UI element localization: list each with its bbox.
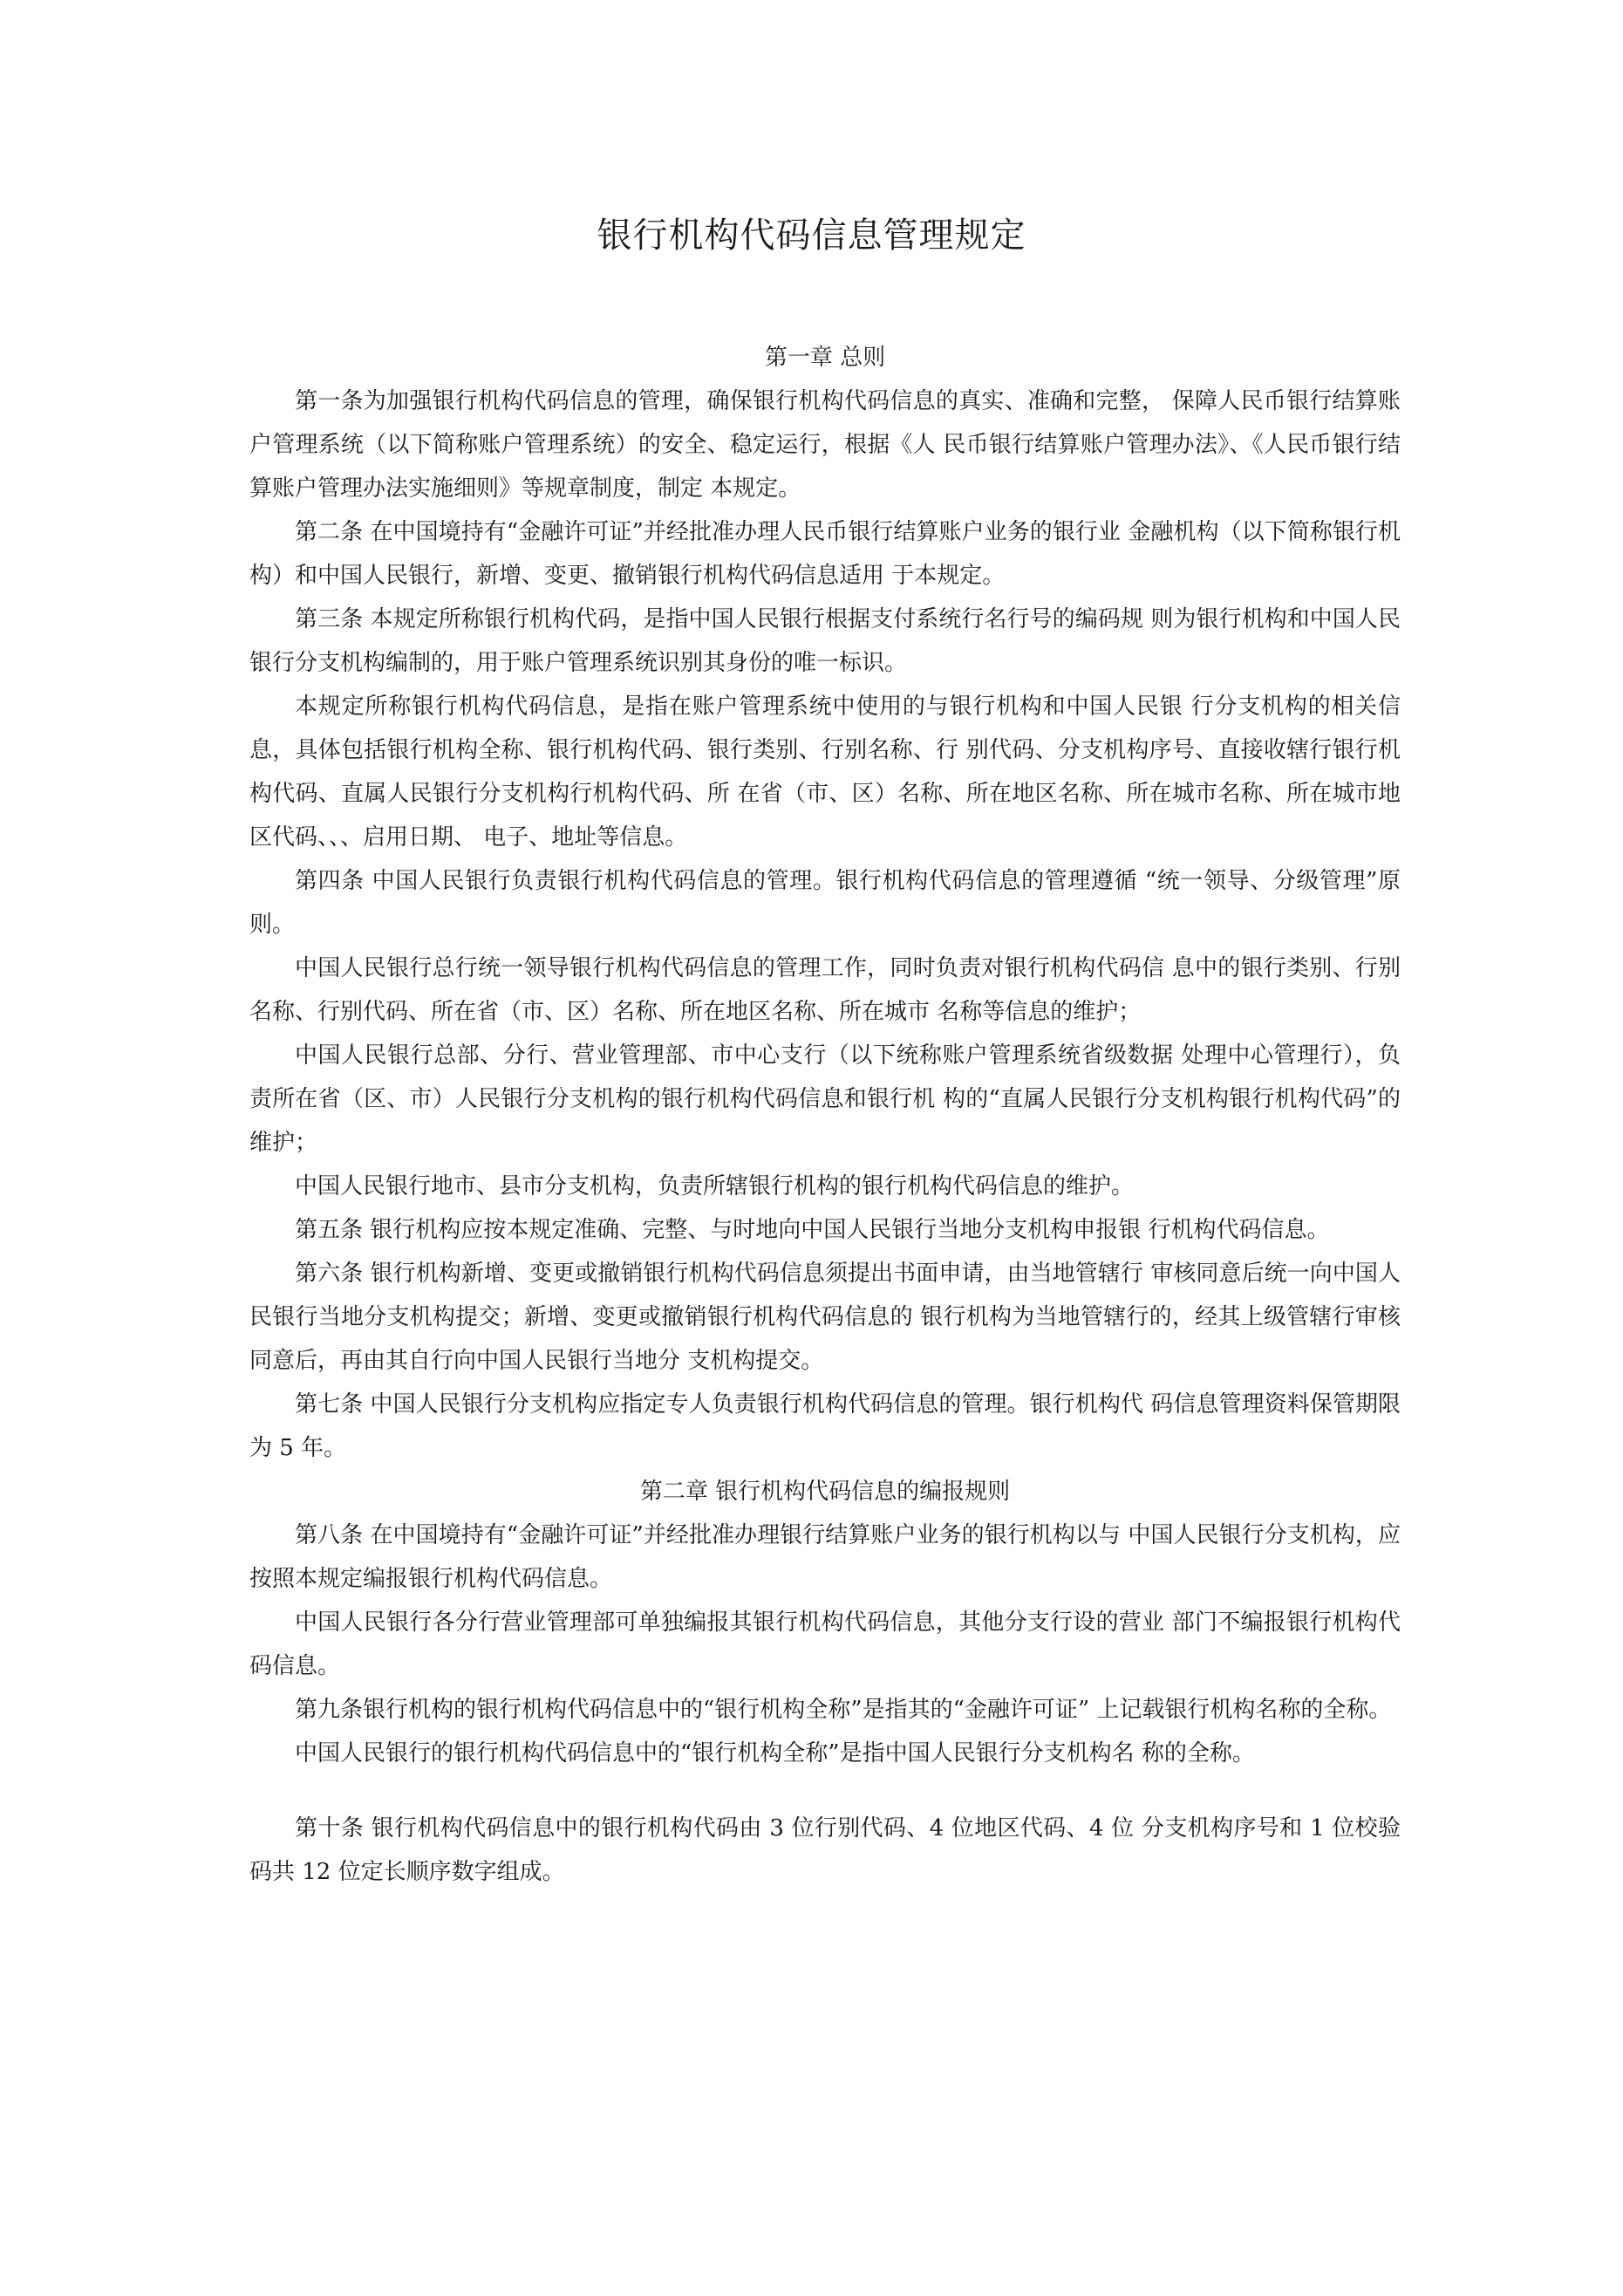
paragraph: 第六条 银行机构新增、变更或撤销银行机构代码信息须提出书面申请，由当地管辖行 审核同意后统一向中国人民银行当地分支机构提交；新增、变更或撤销银行机构代码信息的 银行机构为当地管辖行的，经其上级管辖行审核同意后，再由其自行向中国人民银行当地分 支机构提交。 [249,1261,1401,1374]
document-body [249,336,1401,1894]
paragraph: 第一条为加强银行机构代码信息的管理，确保银行机构代码信息的真实、准确和完整， 保障人民币银行结算账户管理系统（以下简称账户管理系统）的安全、稳定运行，根据《人 民币银行结算账户管理办法》、《人民币银行结算账户管理办法实施细则》等规章制度，制定 本规定。 [249,388,1401,502]
paragraph: 第三条 本规定所称银行机构代码，是指中国人民银行根据支付系统行名行号的编码规 则为银行机构和中国人民银行分支机构编制的，用于账户管理系统识别其身份的唯一标识。 [249,606,1401,676]
paragraph: 第五条 银行机构应按本规定准确、完整、与时地向中国人民银行当地分支机构申报银 行机构代码信息。 [295,1217,1330,1243]
paragraph: 中国人民银行总行统一领导银行机构代码信息的管理工作，同时负责对银行机构代码信 息中的银行类别、行别名称、行别代码、所在省（市、区）名称、所在地区名称、所在城市 名称等信息的维护； [249,955,1401,1025]
document-title: 银行机构代码信息管理规定 [597,215,1026,256]
chapter-heading: 第二章 银行机构代码信息的编报规则 [639,1479,1011,1505]
paragraph: 中国人民银行的银行机构代码信息中的“银行机构全称”是指中国人民银行分支机构名 称的全称。 [295,1740,1255,1766]
paragraph: 第二条 在中国境持有“金融许可证”并经批准办理人民币银行结算账户业务的银行业 金融机构（以下简称银行机构）和中国人民银行，新增、变更、撤销银行机构代码信息适用 于本规定。 [249,519,1401,589]
paragraph: 中国人民银行各分行营业管理部可单独编报其银行机构代码信息，其他分支行设的营业 部门不编报银行机构代码信息。 [249,1609,1401,1679]
paragraph: 中国人民银行地市、县市分支机构，负责所辖银行机构的银行机构代码信息的维护。 [295,1173,1135,1199]
paragraph: 第十条 银行机构代码信息中的银行机构代码由 3 位行别代码、4 位地区代码、4 位 分支机构序号和 1 位校验码共 12 位定长顺序数字组成。 [249,1815,1401,1885]
paragraph: 中国人民银行总部、分行、营业管理部、市中心支行（以下统称账户管理系统省级数据 处理中心管理行），负责所在省（区、市）人民银行分支机构的银行机构代码信息和银行机 构的“直属人民银行分支机构银行机构代码”的维护； [249,1042,1401,1156]
chapter-heading: 第一章 总则 [764,345,886,371]
paragraph: 第七条 中国人民银行分支机构应指定专人负责银行机构代码信息的管理。银行机构代 码信息管理资料保管期限为 5 年。 [249,1391,1401,1461]
paragraph: 第九条银行机构的银行机构代码信息中的“银行机构全称”是指其的“金融许可证” 上记载银行机构名称的全称。 [295,1697,1392,1723]
paragraph: 本规定所称银行机构代码信息，是指在账户管理系统中使用的与银行机构和中国人民银 行分支机构的相关信息，具体包括银行机构全称、银行机构代码、银行类别、行别名称、行 别代码、分支机构序号、直接收辖行银行机构代码、直属人民银行分支机构行机构代码、所 在省（市、区）名称、所在地区名称、所在城市名称、所在城市地区代码、、、启用日期、 电子、地址等信息。 [249,694,1401,851]
paragraph: 第四条 中国人民银行负责银行机构代码信息的管理。银行机构代码信息的管理遵循 “统一领导、分级管理”原则。 [249,868,1401,938]
paragraph: 第八条 在中国境持有“金融许可证”并经批准办理银行结算账户业务的银行机构以与 中国人民银行分支机构，应按照本规定编报银行机构代码信息。 [249,1522,1401,1592]
